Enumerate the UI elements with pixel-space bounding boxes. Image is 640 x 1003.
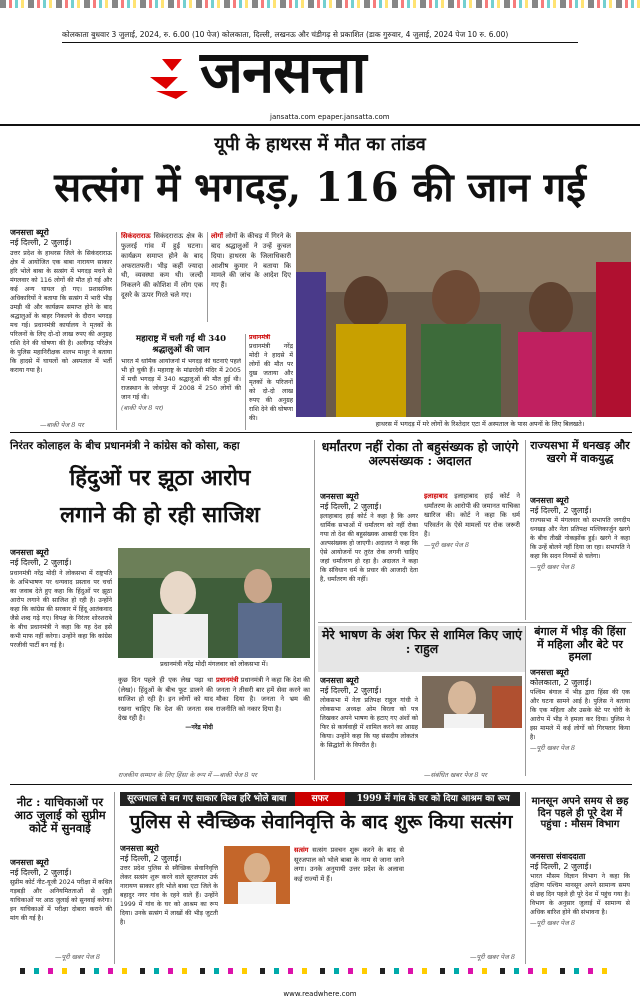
story3-column: जनसत्ता ब्यूरो नई दिल्ली, 2 जुलाई। इलाहाबाद हाई कोर्ट ने कहा है कि अगर धार्मिक सभाओं में धर्मांतरण को नहीं रोका गया तो देश की बहुसंख्यक आबादी एक दिन अल्पसंख्यक हो जाएगी। अदालत ने कहा कि ऐसे आयोजनों पर तुरंत रोक लगनी चाहिए जहां धर्मांतरण हो रहा है। अदालत ने कहा कि संविधान धर्म के प्रचार की आजादी देता है, धर्मांतरण की नहीं। <box>320 492 418 584</box>
story8-body: उत्तर प्रदेश पुलिस से स्वैच्छिक सेवानिवृत्ति लेकर सत्संग शुरू करने वाले सूरजपाल उर्फ नारायण साकार हरि भोले बाबा एटा जिले के बहादुर नगर गांव के रहने वाले हैं। उन्होंने 1999 में गांव के घर को आश्रम का रूप दिया। उनके सत्संग में लाखों की भीड़ जुटती है। <box>120 865 218 927</box>
story5-continued[interactable]: —संबंधित खबर पेज 8 पर <box>424 771 487 779</box>
story6-body: पश्चिम बंगाल में भीड़ द्वारा हिंसा की एक और घटना सामने आई है। पुलिस ने बताया कि एक महिला और उसके बेटे पर चोरी के आरोप में भीड़ ने हमला कर दिया। पुलिस ने इस मामले में कई लोगों को गिरफ्तार किया है। <box>530 689 630 742</box>
logo-wordmark: जनसत्ता <box>200 38 366 106</box>
lead-sub-body: भारत में धार्मिक आयोजनों में भगदड़ की घटनाएं पहले भी हो चुकी हैं। महाराष्ट्र के मांढरदेवी मंदिर में 2005 में मची भगदड़ में 340 श्रद्धालुओं की मौत हुई थी। राजस्थान के जोधपुर में 2008 में 250 लोगों की जान गई थी। (बाकी पेज 8 पर) <box>121 358 241 412</box>
story6-column: जनसत्ता ब्यूरो कोलकाता, 2 जुलाई। पश्चिम बंगाल में भीड़ द्वारा हिंसा की एक और घटना सामने आई है। पुलिस ने बताया कि एक महिला और उसके बेटे पर चोरी के आरोप में भीड़ ने हमला कर दिया। पुलिस ने इस मामले में कई लोगों को गिरफ्तार किया है। —पूरी खबर पेज 8 <box>530 668 630 753</box>
story9-column: जनसत्ता संवाददाता नई दिल्ली, 2 जुलाई। भारत मौसम विज्ञान विभाग ने कहा कि दक्षिण पश्चिम मानसून अपने सामान्य समय से छह दिन पहले ही पूरे देश में पहुंच गया है। विभाग के अनुसार जुलाई में सामान्य से अधिक बारिश होने की संभावना है। —पूरी खबर पेज 8 <box>530 852 630 928</box>
masthead-rule <box>0 124 640 126</box>
story3-box: इलाहाबाद इलाहाबाद हाई कोर्ट ने धर्मांतरण के आरोपी की जमानत याचिका खारिज की। कोर्ट ने कहा कि धर्म परिवर्तन के ऐसे मामलों पर रोक जरूरी है। —पूरी खबर पेज 8 <box>424 492 520 549</box>
modi-speaking-photo-icon <box>118 548 310 658</box>
dateline: कोलकाता बुधवार 3 जुलाई, 2024, रु. 6.00 (10 पेज) कोलकाता, दिल्ली, लखनऊ और चंडीगढ़ से प्रकाशित (डाक गुरुवार, 4 जुलाई, 2024 पेज 10 रु. 6.00) <box>62 30 509 39</box>
story2-headline-1: हिंदुओं पर झूठा आरोप <box>69 465 251 491</box>
lead-subhead: महाराष्ट्र में चली गई थी 340 श्रद्धालुओं की जान <box>135 334 227 355</box>
lead-continued[interactable]: —बाकी पेज 8 पर <box>40 421 84 429</box>
bhole-baba-photo-icon <box>224 846 290 904</box>
website-links[interactable]: jansatta.com epaper.jansatta.com <box>270 113 390 121</box>
story8-continued[interactable]: —पूरी खबर पेज 8 <box>470 953 516 961</box>
story3-body: इलाहाबाद हाई कोर्ट ने कहा है कि अगर धार्मिक सभाओं में धर्मांतरण को नहीं रोका गया तो देश की बहुसंख्यक आबादी एक दिन अल्पसंख्यक हो जाएगी। अदालत ने कहा कि ऐसे आयोजनों पर तुरंत रोक लगनी चाहिए जहां धर्मांतरण हो रहा है। अदालत ने कहा कि संविधान धर्म के प्रचार की आजादी देता है, धर्मांतरण की नहीं। <box>320 513 418 584</box>
story4-body: राज्यसभा में मंगलवार को सभापति जगदीप धनखड़ और नेता प्रतिपक्ष मल्लिकार्जुन खरगे के बीच तीखी नोकझोंक हुई। खरगे ने कहा कि उन्हें बोलने नहीं दिया जा रहा। सभापति ने कहा कि सदन नियमों से चलेगा। <box>530 517 630 561</box>
story8-box: सत्संग सत्संग प्रवचन शुरू करने के बाद से सूरजपाल को भोले बाबा के नाम से जाना जाने लगा। उनके अनुयायी उत्तर प्रदेश के अलावा कई राज्यों में हैं। <box>294 846 404 883</box>
story6-headline: बंगाल में भीड़ की हिंसा में महिला और बेटे पर हमला <box>534 625 626 664</box>
story7-column: जनसत्ता ब्यूरो नई दिल्ली, 2 जुलाई। सुप्रीम कोर्ट नीट-यूजी 2024 परीक्षा में कथित गड़बड़ी और अनियमितताओं से जुड़ी याचिकाओं पर आठ जुलाई को सुनवाई करेगा। इन याचिकाओं में परीक्षा दोबारा कराने की मांग की गई है। <box>10 858 112 923</box>
story5-headline: मेरे भाषण के अंश फिर से शामिल किए जाएं : राहुल <box>322 627 522 657</box>
lead-body: उत्तर प्रदेश के हाथरस जिले के सिकंदराराऊ क्षेत्र में आयोजित एक बाबा नारायण साकार हरि भोले बाबा के सत्संग में भगदड़ मचने से मंगलवार को 116 लोगों की मौत हो गई और कई अन्य घायल हो गए। प्रशासनिक अधिकारियों ने बताया कि सत्संग में भारी भीड़ उमड़ी थी और कार्यक्रम समाप्त होने के बाद श्रद्धालुओं के बाहर निकलने के दौरान भगदड़ मच गई। प्रधानमंत्री कार्यालय ने मृतकों के परिजनों के लिए दो-दो लाख रुपए की अनुग्रह राशि देने की घोषणा की है। अलीगढ़ परिक्षेत्र के पुलिस महानिरीक्षक शलभ माथुर ने बताया कि हादसे में घायलों को अस्पताल में भर्ती कराया गया है। <box>10 250 112 374</box>
story2-headline-2: लगाने की हो रही साजिश <box>60 502 260 528</box>
story8-headline: पुलिस से स्वैच्छिक सेवानिवृत्ति के बाद शुरू किया सत्संग <box>129 811 513 833</box>
story4-headline: राज्यसभा में धनखड़ और खरगे में वाकयुद्ध <box>530 439 630 465</box>
story5-photo <box>422 676 522 728</box>
story7-continued[interactable]: —पूरी खबर पेज 8 <box>55 953 101 961</box>
registration-marks <box>20 968 620 974</box>
story7-headline: नीट : याचिकाओं पर आठ जुलाई को सुप्रीम कोर्ट में सुनवाई <box>14 795 106 836</box>
story2-quote-2: प्रधानमंत्री प्रधानमंत्री ने कहा कि देश की जनता ने तीसरी बार हमें सेवा करने का मौका दिया है। जनता ने भ्रम की राजनीति को नकार दिया है। <box>216 676 310 713</box>
story2-photo-caption: प्रधानमंत्री नरेंद्र मोदी मंगलवार को लोकसभा में। <box>160 660 268 668</box>
story8-banner: सूरजपाल से बन गए साकार विश्व हरि भोले बाबा सफर 1999 में गांव के घर को दिया आश्रम का रूप <box>120 792 520 806</box>
story7-body: सुप्रीम कोर्ट नीट-यूजी 2024 परीक्षा में कथित गड़बड़ी और अनियमितताओं से जुड़ी याचिकाओं पर आठ जुलाई को सुनवाई करेगा। इन याचिकाओं में परीक्षा दोबारा कराने की मांग की गई है। <box>10 879 112 923</box>
masthead <box>148 38 518 109</box>
registration-strip <box>0 0 640 8</box>
lead-byline: जनसत्ता ब्यूरो नई दिल्ली, 2 जुलाई। <box>10 228 72 247</box>
lead-box-2: लोगों लोगों के कीचड़ में गिरने के बाद श्रद्धालुओं ने उन्हें कुचल दिया। हाथरस के जिलाधिकारी आशीष कुमार ने बताया कि मामले की जांच के आदेश दिए गए हैं। <box>211 232 291 290</box>
lead-side-box: प्रधानमंत्री प्रधानमंत्री नरेंद्र मोदी ने हादसे में लोगों की मौत पर दुख जताया और मृतकों के परिजनों को दो-दो लाख रुपए की अनुग्रह राशि देने की घोषणा की। <box>249 334 293 422</box>
story4-column: जनसत्ता ब्यूरो नई दिल्ली, 2 जुलाई। राज्यसभा में मंगलवार को सभापति जगदीप धनखड़ और नेता प्रतिपक्ष मल्लिकार्जुन खरगे के बीच तीखी नोकझोंक हुई। खरगे ने कहा कि उन्हें बोलने नहीं दिया जा रहा। सभापति ने कहा कि सदन नियमों से चलेगा। —पूरी खबर पेज 8 <box>530 496 630 572</box>
lead-photo-caption: हाथरस में भगदड़ में मरे लोगों के रिश्तेदार एटा में अस्पताल के पास अपनों के लिए बिलखते। <box>375 420 585 428</box>
footer-url[interactable]: www.readwhere.com <box>283 990 357 998</box>
mourning-women-photo-icon <box>296 232 631 417</box>
story3-headline: धर्मांतरण नहीं रोका तो बहुसंख्यक हो जाएंगे अल्पसंख्यक : अदालत <box>321 439 519 469</box>
story2-quote-1: कुछ दिन पहले ही एक लेख पढ़ा था (लेख)। हिंदुओं के बीच फूट डालने की साजिश हो रही है। इन लोगों को याद रखना चाहिए कि देश की जनता सब देख रही है। —नरेंद्र मोदी <box>118 676 213 731</box>
story9-body: भारत मौसम विज्ञान विभाग ने कहा कि दक्षिण पश्चिम मानसून अपने सामान्य समय से छह दिन पहले ही पूरे देश में पहुंच गया है। विभाग के अनुसार जुलाई में सामान्य से अधिक बारिश होने की संभावना है। <box>530 873 630 917</box>
lead-column-1 <box>10 228 112 433</box>
story2-kicker: निरंतर कोलाहल के बीच प्रधानमंत्री ने कांग्रेस को कोसा, कहा <box>10 440 240 452</box>
story2-continued[interactable]: राजकीय सम्मान के लिए हिंसा के रूप में —बाकी पेज 8 पर <box>118 771 257 779</box>
story8-column-1: जनसत्ता ब्यूरो नई दिल्ली, 2 जुलाई। उत्तर प्रदेश पुलिस से स्वैच्छिक सेवानिवृत्ति लेकर सत्संग शुरू करने वाले सूरजपाल उर्फ नारायण साकार हरि भोले बाबा एटा जिले के बहादुर नगर गांव के रहने वाले हैं। उन्होंने 1999 में गांव के घर को आश्रम का रूप दिया। उनके सत्संग में लाखों की भीड़ जुटती है। <box>120 844 218 927</box>
story5-column: जनसत्ता ब्यूरो नई दिल्ली, 2 जुलाई। लोकसभा में नेता प्रतिपक्ष राहुल गांधी ने लोकसभा अध्यक्ष ओम बिरला को पत्र लिखकर अपने भाषण के हटाए गए अंशों को फिर से कार्यवाही में शामिल करने का आग्रह किया। उन्होंने कहा कि यह संसदीय लोकतंत्र के सिद्धांतों के विपरीत है। <box>320 676 418 750</box>
story5-body: लोकसभा में नेता प्रतिपक्ष राहुल गांधी ने लोकसभा अध्यक्ष ओम बिरला को पत्र लिखकर अपने भाषण के हटाए गए अंशों को फिर से कार्यवाही में शामिल करने का आग्रह किया। उन्होंने कहा कि यह संसदीय लोकतंत्र के सिद्धांतों के विपरीत है। <box>320 697 418 750</box>
story2-photo <box>118 548 310 658</box>
story9-headline: मानसून अपने समय से छह दिन पहले ही पूरे देश में पहुंचा : मौसम विभाग <box>531 796 629 830</box>
jansatta-logo-icon <box>148 55 192 101</box>
story8-photo <box>224 846 290 904</box>
rahul-gandhi-photo-icon <box>422 676 522 728</box>
story2-column-1: जनसत्ता ब्यूरो नई दिल्ली, 2 जुलाई। प्रधानमंत्री नरेंद्र मोदी ने लोकसभा में राष्ट्रपति के अभिभाषण पर धन्यवाद प्रस्ताव पर चर्चा का जवाब देते हुए कहा कि हिंदुओं पर झूठा आरोप लगाने की साजिश हो रही है। उन्होंने कहा कि कांग्रेस की सरकार में हिंदू आतंकवाद जैसे शब्द गढ़े गए। विपक्ष के निरंतर शोरशराबे के बीच प्रधानमंत्री ने कहा कि यह देश इसे कभी माफ नहीं करेगा। उन्होंने कहा कि कांग्रेस परजीवी पार्टी बन गई है। <box>10 548 112 650</box>
lead-kicker: यूपी के हाथरस में मौत का तांडव <box>214 134 426 155</box>
story2-body: प्रधानमंत्री नरेंद्र मोदी ने लोकसभा में राष्ट्रपति के अभिभाषण पर धन्यवाद प्रस्ताव पर चर्चा का जवाब देते हुए कहा कि हिंदुओं पर झूठा आरोप लगाने की साजिश हो रही है। उन्होंने कहा कि कांग्रेस की सरकार में हिंदू आतंकवाद जैसे शब्द गढ़े गए। विपक्ष के निरंतर शोरशराबे के बीच प्रधानमंत्री ने कहा कि यह देश इसे कभी माफ नहीं करेगा। उन्होंने कहा कि कांग्रेस परजीवी पार्टी बन गई है। <box>10 570 112 650</box>
lead-photo <box>296 232 631 417</box>
lead-headline: सत्संग में भगदड़, 116 की जान गई <box>54 164 586 211</box>
lead-box-1: सिकंदराराऊ सिकंदराराऊ क्षेत्र के फुलरई गांव में हुई घटना। कार्यक्रम समाप्त होने के बाद अफरातफरी। भीड़ कहीं ज्यादा थी, व्यवस्था कम थी। जल्दी निकलने की कोशिश में लोग एक दूसरे के ऊपर गिरते चले गए। <box>121 232 203 300</box>
